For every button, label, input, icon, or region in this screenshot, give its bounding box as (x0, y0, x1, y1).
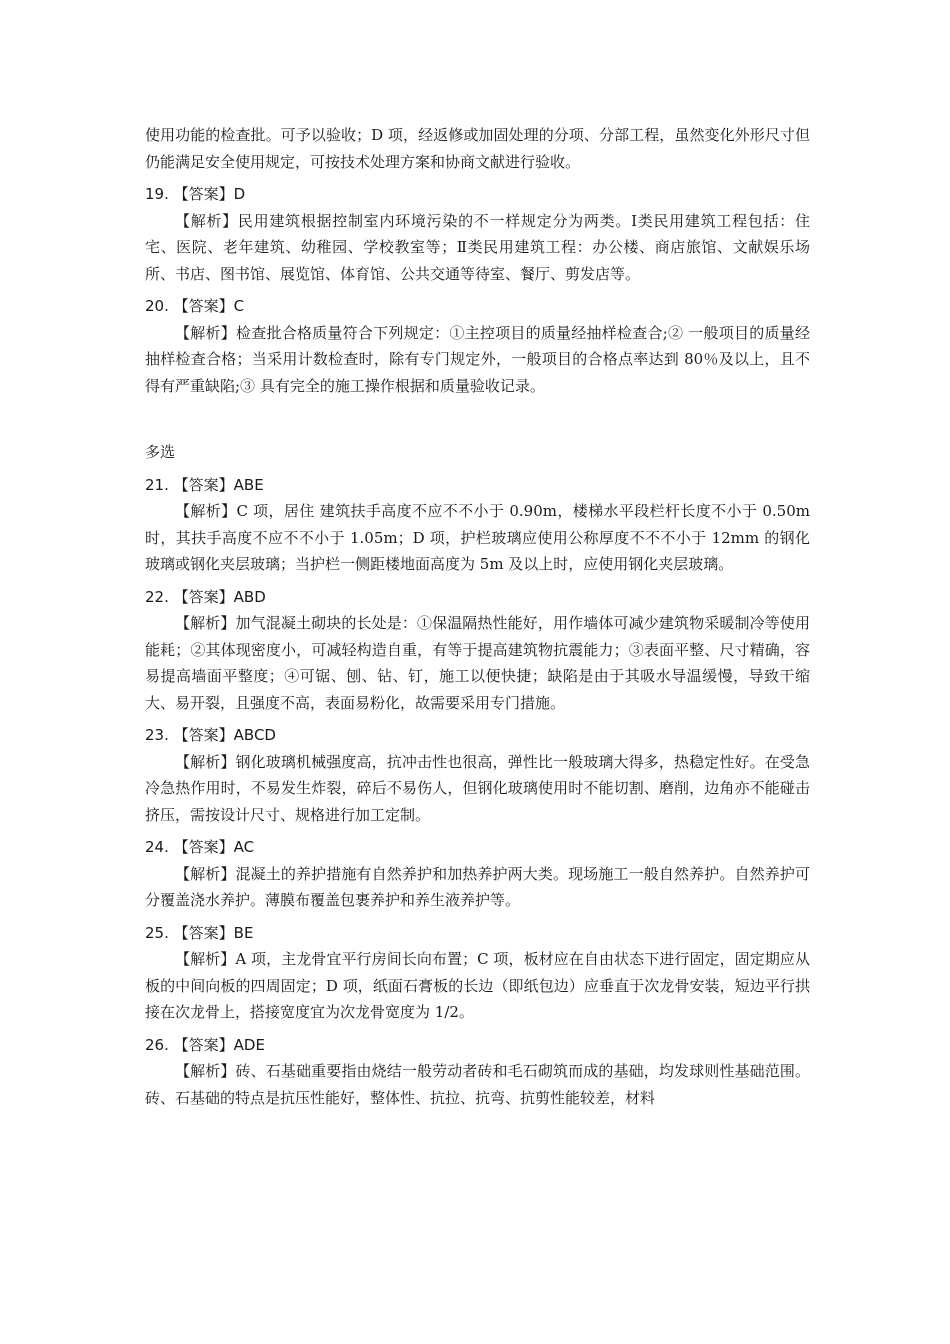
answer-item-19 (145, 181, 810, 287)
answer-line (145, 722, 810, 749)
answer-label: 【答案】 (173, 475, 234, 494)
document-page (145, 122, 810, 1117)
answer-value: ADE (233, 1035, 265, 1054)
answer-item-24 (145, 834, 810, 914)
answer-value: ABCD (233, 726, 276, 744)
answer-value: D (233, 185, 246, 203)
question-number: 20. (145, 297, 169, 315)
explanation-text: 【解析】钢化玻璃机械强度高，抗冲击性也很高，弹性比一般玻璃大得多，热稳定性好。在受急冷急热作用时，不易发生炸裂，碎后不易伤人，但钢化玻璃使用时不能切割、磨削，边角亦不能碰击挤压，需按设计尺寸、规格进行加工定制。 (145, 752, 810, 824)
answer-item-20 (145, 293, 810, 399)
answer-item-22 (145, 584, 810, 717)
answer-line (145, 181, 810, 208)
answer-value: ABE (233, 475, 264, 494)
answer-line (145, 293, 810, 320)
answer-item-26 (145, 1032, 810, 1112)
section-title-multiple-choice: 多选 (145, 443, 176, 461)
answer-label: 【答案】 (173, 1035, 234, 1054)
explanation-text: 【解析】加气混凝土砌块的长处是：①保温隔热性能好，用作墙体可减少建筑物采暖制冷等使用能耗；②其体现密度小，可减轻构造自重，有等于提高建筑物抗震能力；③表面平整、尺寸精确，容易提高墙面平整度；④可锯、刨、钻、钉，施工以便快捷；缺陷是由于其吸水导温缓慢，导致干缩大、易开裂，且强度不高，表面易粉化，故需要采用专门措施。 (145, 614, 810, 712)
explanation-text: 【解析】检查批合格质量符合下列规定：①主控项目的质量经抽样检查合;② 一般项目的质量经抽样检查合格；当采用计数检查时，除有专门规定外，一般项目的合格点率达到 80％及以上，且不得有严重缺陷;③ 具有完全的施工操作根据和质量验收记录。 (145, 323, 810, 395)
answer-label: 【答案】 (173, 923, 234, 942)
answer-line (145, 834, 810, 861)
explanation-text: 【解析】民用建筑根据控制室内环境污染的不一样规定分为两类。Ⅰ类民用建筑工程包括：住宅、医院、老年建筑、幼稚园、学校教室等；Ⅱ类民用建筑工程：办公楼、商店旅馆、文献娱乐场所、书店、图书馆、展览馆、体育馆、公共交通等待室、餐厅、剪发店等。 (145, 211, 810, 283)
answer-line (145, 920, 810, 947)
question-number: 23. (145, 726, 169, 744)
answer-label: 【答案】 (173, 297, 234, 315)
answer-value: C (233, 297, 245, 315)
answer-value: ABD (233, 587, 266, 606)
answer-item-25 (145, 920, 810, 1026)
question-number: 19. (145, 185, 169, 203)
question-number: 26. (145, 1035, 169, 1054)
explanation-text: 【解析】砖、石基础重要指由烧结一般劳动者砖和毛石砌筑而成的基础，均发球则性基础范围。砖、石基础的特点是抗压性能好，整体性、抗拉、抗弯、抗剪性能较差，材料 (145, 1062, 810, 1107)
answer-label: 【答案】 (173, 726, 234, 744)
explanation-text: 【解析】A 项，主龙骨宜平行房间长向布置；C 项，板材应在自由状态下进行固定，固定期应从板的中间向板的四周固定；D 项，纸面石膏板的长边（即纸包边）应垂直于次龙骨安装，短边平行拱接在次龙骨上，搭接宽度宜为次龙骨宽度为 1/2。 (145, 950, 810, 1021)
answer-item-21 (145, 472, 810, 578)
answer-item-23 (145, 722, 810, 828)
question-number: 22. (145, 587, 169, 606)
explanation-text: 【解析】C 项，居住 建筑扶手高度不应不不小于 0.90m，楼梯水平段栏杆长度不小于 0.50m 时，其扶手高度不应不不小于 1.05m；D 项，护栏玻璃应使用公称厚度不不不小于 12mm 的钢化玻璃或钢化夹层玻璃；当护栏一侧距楼地面高度为 5m 及以上时，应使用钢化夹层玻璃。 (145, 502, 810, 573)
answer-line (145, 1032, 810, 1059)
answer-value: BE (233, 923, 254, 942)
answer-label: 【答案】 (173, 185, 234, 203)
intro-paragraph: 使用功能的检查批。可予以验收；D 项，经返修或加固处理的分项、分部工程，虽然变化外形尺寸但仍能满足安全使用规定，可按技术处理方案和协商文献进行验收。 (145, 126, 810, 171)
question-number: 21. (145, 475, 169, 494)
question-number: 25. (145, 923, 169, 942)
answer-line (145, 584, 810, 611)
answer-label: 【答案】 (173, 838, 234, 856)
answer-line (145, 472, 810, 499)
question-number: 24. (145, 838, 169, 856)
answer-label: 【答案】 (173, 587, 234, 606)
answer-value: AC (233, 838, 255, 856)
explanation-text: 【解析】混凝土的养护措施有自然养护和加热养护两大类。现场施工一般自然养护。自然养护可分覆盖浇水养护。薄膜布覆盖包裹养护和养生液养护等。 (145, 864, 810, 909)
